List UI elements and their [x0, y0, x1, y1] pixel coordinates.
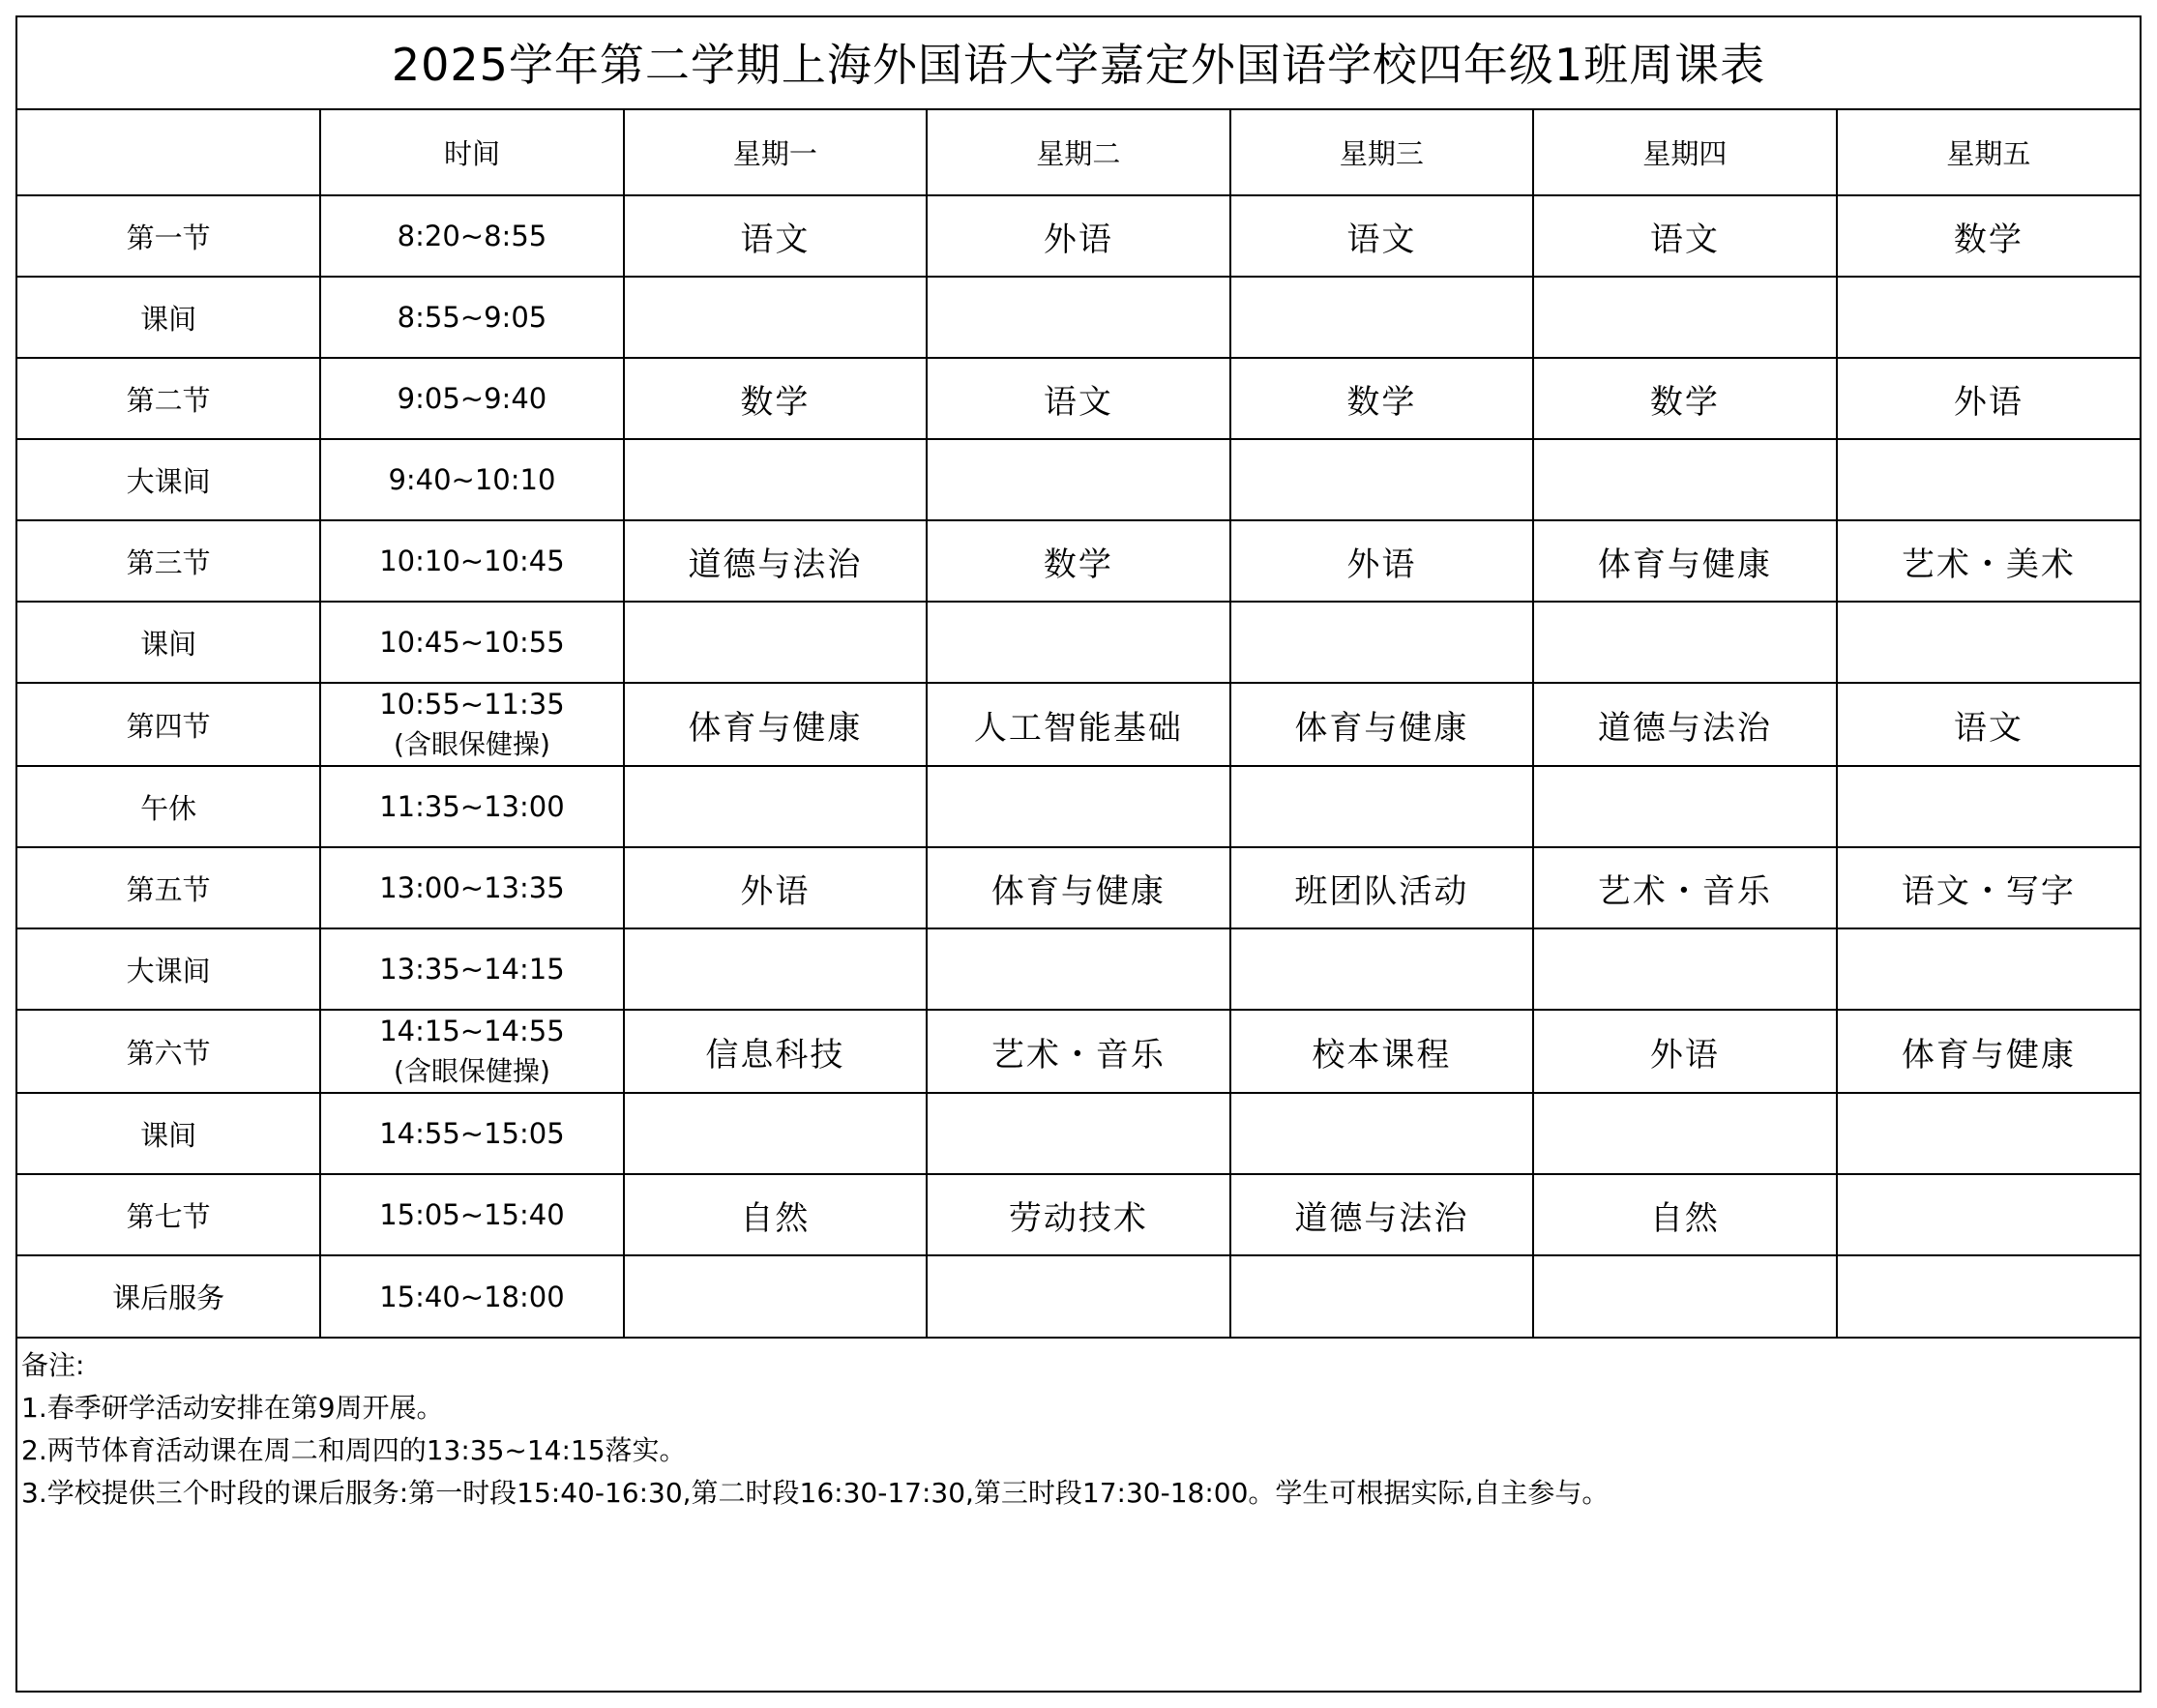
header-row	[17, 110, 2140, 195]
table-row	[17, 766, 2140, 847]
table-row	[17, 1010, 2140, 1093]
period-label: 第五节	[17, 847, 320, 928]
period-time-note: (含眼保健操)	[394, 728, 550, 760]
subject-cell-fri: 艺术・美术	[1837, 520, 2140, 602]
timetable-title: 2025学年第二学期上海外国语大学嘉定外国语学校四年级1班周课表	[17, 17, 2140, 110]
subject-cell-wed: 道德与法治	[1230, 1174, 1534, 1255]
subject-cell-thu: 艺术・音乐	[1533, 847, 1837, 928]
subject-cell-fri: 外语	[1837, 358, 2140, 439]
subject-cell-tue	[927, 277, 1230, 358]
period-time-cell	[320, 602, 623, 683]
period-label: 第二节	[17, 358, 320, 439]
subject-cell-thu	[1533, 1093, 1837, 1174]
period-time: 15:40~18:00	[379, 1280, 565, 1313]
period-time-cell	[320, 766, 623, 847]
subject-cell-wed: 校本课程	[1230, 1010, 1534, 1093]
subject-cell-thu: 外语	[1533, 1010, 1837, 1093]
subject-cell-fri: 体育与健康	[1837, 1010, 2140, 1093]
table-row	[17, 1174, 2140, 1255]
period-label: 第一节	[17, 195, 320, 277]
subject-cell-mon: 外语	[624, 847, 928, 928]
subject-cell-wed	[1230, 766, 1534, 847]
subject-cell-mon	[624, 602, 928, 683]
period-label: 课间	[17, 1093, 320, 1174]
period-time-cell	[320, 847, 623, 928]
subject-cell-wed	[1230, 1255, 1534, 1337]
period-time-cell	[320, 1010, 623, 1093]
subject-cell-tue	[927, 1093, 1230, 1174]
day-header-thu: 星期四	[1533, 110, 1837, 195]
subject-cell-fri	[1837, 602, 2140, 683]
table-row	[17, 928, 2140, 1010]
subject-cell-fri	[1837, 277, 2140, 358]
period-time-cell	[320, 439, 623, 520]
subject-cell-thu	[1533, 928, 1837, 1010]
subject-cell-mon	[624, 766, 928, 847]
period-label: 午休	[17, 766, 320, 847]
subject-cell-tue	[927, 928, 1230, 1010]
subject-cell-tue: 数学	[927, 520, 1230, 602]
subject-cell-fri: 数学	[1837, 195, 2140, 277]
subject-cell-thu: 自然	[1533, 1174, 1837, 1255]
period-time: 9:05~9:40	[397, 382, 547, 415]
subject-cell-fri: 语文・写字	[1837, 847, 2140, 928]
period-label: 课间	[17, 277, 320, 358]
subject-cell-tue	[927, 1255, 1230, 1337]
table-row	[17, 195, 2140, 277]
period-time: 13:35~14:15	[379, 953, 565, 986]
period-time: 11:35~13:00	[379, 790, 565, 823]
subject-cell-wed: 数学	[1230, 358, 1534, 439]
period-time: 10:10~10:45	[379, 545, 565, 577]
note-item: 2.两节体育活动课在周二和周四的13:35~14:15落实。	[21, 1434, 687, 1466]
period-time-cell	[320, 928, 623, 1010]
subject-cell-mon: 道德与法治	[624, 520, 928, 602]
period-time-cell	[320, 1255, 623, 1337]
timetable-grid	[17, 110, 2140, 1337]
day-header-fri: 星期五	[1837, 110, 2140, 195]
subject-cell-wed	[1230, 439, 1534, 520]
period-time-note: (含眼保健操)	[394, 1055, 550, 1087]
note-item: 1.春季研学活动安排在第9周开展。	[21, 1392, 444, 1424]
subject-cell-fri: 语文	[1837, 683, 2140, 766]
period-label: 大课间	[17, 439, 320, 520]
period-time: 14:55~15:05	[379, 1117, 565, 1150]
note-item: 3.学校提供三个时段的课后服务:第一时段15:40-16:30,第二时段16:30-17:30,第三时段17:30-18:00。学生可根据实际,自主参与。	[21, 1477, 1610, 1509]
subject-cell-thu	[1533, 602, 1837, 683]
period-time: 15:05~15:40	[379, 1198, 565, 1231]
period-label: 大课间	[17, 928, 320, 1010]
subject-cell-fri	[1837, 928, 2140, 1010]
subject-cell-fri	[1837, 766, 2140, 847]
period-time-cell	[320, 520, 623, 602]
period-label: 第四节	[17, 683, 320, 766]
subject-cell-fri	[1837, 1093, 2140, 1174]
period-label: 课间	[17, 602, 320, 683]
period-time-cell	[320, 195, 623, 277]
subject-cell-tue: 外语	[927, 195, 1230, 277]
subject-cell-wed	[1230, 602, 1534, 683]
period-time-cell	[320, 1174, 623, 1255]
subject-cell-thu	[1533, 766, 1837, 847]
table-row	[17, 520, 2140, 602]
notes-heading: 备注:	[21, 1349, 85, 1381]
notes-section	[17, 1337, 2140, 1520]
subject-cell-wed: 体育与健康	[1230, 683, 1534, 766]
subject-cell-tue: 艺术・音乐	[927, 1010, 1230, 1093]
table-row	[17, 358, 2140, 439]
subject-cell-wed: 班团队活动	[1230, 847, 1534, 928]
subject-cell-thu: 体育与健康	[1533, 520, 1837, 602]
subject-cell-mon	[624, 277, 928, 358]
table-row	[17, 1255, 2140, 1337]
table-row	[17, 439, 2140, 520]
period-time: 10:45~10:55	[379, 626, 565, 659]
table-row	[17, 1093, 2140, 1174]
day-header-mon: 星期一	[624, 110, 928, 195]
period-time-cell	[320, 683, 623, 766]
day-header-wed: 星期三	[1230, 110, 1534, 195]
subject-cell-fri	[1837, 1255, 2140, 1337]
subject-cell-wed	[1230, 1093, 1534, 1174]
period-time: 8:55~9:05	[397, 301, 547, 334]
subject-cell-thu	[1533, 439, 1837, 520]
table-row	[17, 277, 2140, 358]
subject-cell-tue	[927, 766, 1230, 847]
period-time: 10:55~11:35	[379, 688, 565, 721]
subject-cell-mon: 语文	[624, 195, 928, 277]
subject-cell-fri	[1837, 439, 2140, 520]
period-time-cell	[320, 277, 623, 358]
subject-cell-mon	[624, 439, 928, 520]
subject-cell-mon: 数学	[624, 358, 928, 439]
subject-cell-tue: 劳动技术	[927, 1174, 1230, 1255]
subject-cell-wed: 语文	[1230, 195, 1534, 277]
table-row	[17, 847, 2140, 928]
subject-cell-thu	[1533, 1255, 1837, 1337]
subject-cell-fri	[1837, 1174, 2140, 1255]
period-time: 14:15~14:55	[379, 1015, 565, 1047]
subject-cell-tue	[927, 439, 1230, 520]
subject-cell-tue	[927, 602, 1230, 683]
subject-cell-mon: 体育与健康	[624, 683, 928, 766]
timetable-sheet	[15, 15, 2142, 1693]
day-header-tue: 星期二	[927, 110, 1230, 195]
subject-cell-mon: 信息科技	[624, 1010, 928, 1093]
time-header: 时间	[320, 110, 623, 195]
period-time: 13:00~13:35	[379, 871, 565, 904]
subject-cell-mon: 自然	[624, 1174, 928, 1255]
period-time-cell	[320, 358, 623, 439]
subject-cell-thu	[1533, 277, 1837, 358]
period-label: 课后服务	[17, 1255, 320, 1337]
period-time: 9:40~10:10	[388, 463, 556, 496]
period-time-cell	[320, 1093, 623, 1174]
subject-cell-thu: 道德与法治	[1533, 683, 1837, 766]
subject-cell-mon	[624, 1255, 928, 1337]
period-label: 第七节	[17, 1174, 320, 1255]
subject-cell-tue: 体育与健康	[927, 847, 1230, 928]
subject-cell-wed: 外语	[1230, 520, 1534, 602]
subject-cell-mon	[624, 1093, 928, 1174]
subject-cell-thu: 语文	[1533, 195, 1837, 277]
subject-cell-wed	[1230, 928, 1534, 1010]
table-row	[17, 602, 2140, 683]
subject-cell-thu: 数学	[1533, 358, 1837, 439]
subject-cell-tue: 语文	[927, 358, 1230, 439]
subject-cell-tue: 人工智能基础	[927, 683, 1230, 766]
period-time: 8:20~8:55	[397, 220, 547, 252]
corner-cell	[17, 110, 320, 195]
subject-cell-wed	[1230, 277, 1534, 358]
table-row	[17, 683, 2140, 766]
period-label: 第六节	[17, 1010, 320, 1093]
period-label: 第三节	[17, 520, 320, 602]
subject-cell-mon	[624, 928, 928, 1010]
